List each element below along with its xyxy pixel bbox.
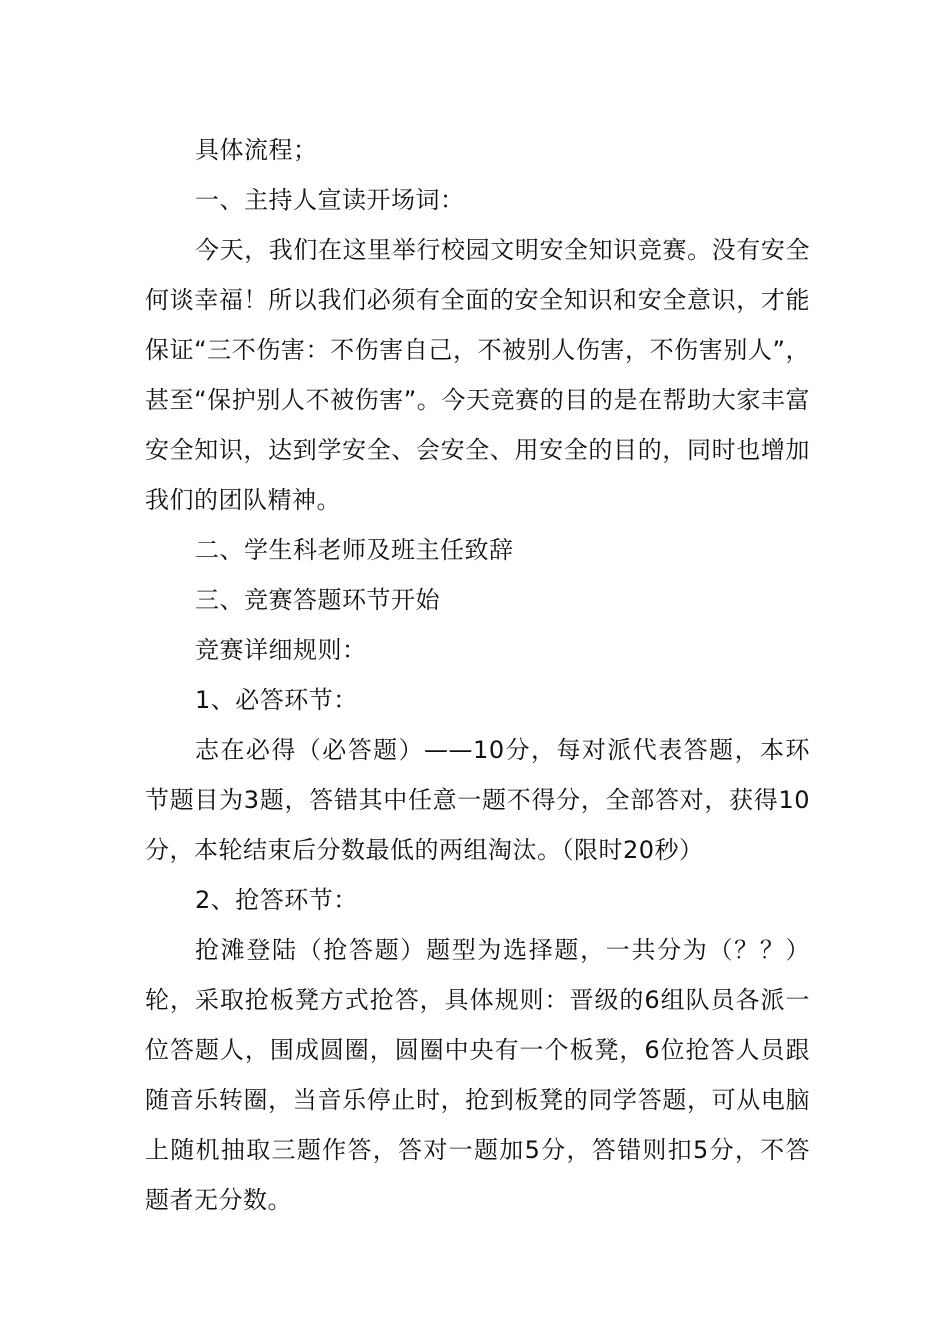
section-teacher-speech: 二、学生科老师及班主任致辞 — [195, 536, 514, 564]
rule-1-heading: 1、必答环节： — [195, 686, 358, 714]
opening-speech-text: 今天，我们在这里举行校园文明安全知识竞赛。没有安全何谈幸福！所以我们必须有全面的安全知识和安全意识，才能保证“三不伤害：不伤害自己，不被别人伤害，不伤害别人”，甚至“保护别人不被伤害”。今天竞赛的目的是在帮助大家丰富安全知识，达到学安全、会安全、用安全的目的，同时也增加我们的团队精神。 — [145, 236, 810, 514]
flow-heading: 具体流程； — [195, 136, 318, 164]
section-opening-speech: 一、主持人宣读开场词： — [195, 186, 465, 214]
section-competition-start: 三、竞赛答题环节开始 — [195, 586, 440, 614]
rule-1-text: 志在必得（必答题）——10分，每对派代表答题，本环节题目为3题，答错其中任意一题不得分，全部答对，获得10分，本轮结束后分数最低的两组淘汰。（限时20秒） — [145, 736, 810, 864]
rule-2-text: 抢滩登陆（抢答题）题型为选择题，一共分为（？？）轮，采取抢板凳方式抢答，具体规则：晋级的6组队员各派一位答题人，围成圆圈，圆圈中央有一个板凳，6位抢答人员跟随音乐转圈，当音乐停止时，抢到板凳的同学答题，可从电脑上随机抽取三题作答，答对一题加5分，答错则扣5分，不答题者无分数。 — [145, 936, 810, 1214]
document-body — [145, 125, 810, 1225]
rule-2-heading: 2、抢答环节： — [195, 886, 358, 914]
rules-heading: 竞赛详细规则： — [195, 636, 367, 664]
